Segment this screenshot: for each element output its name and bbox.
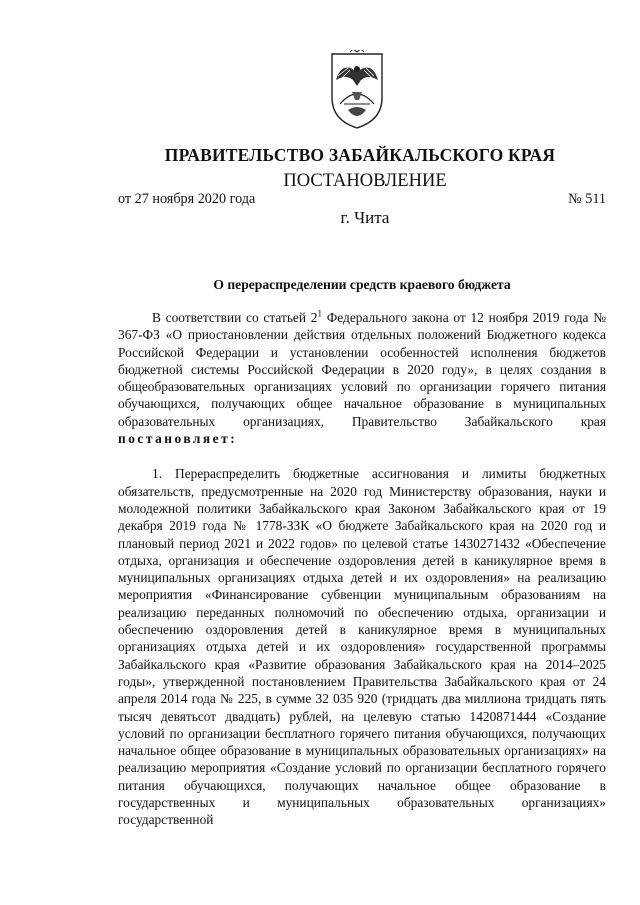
document-number: № 511 <box>568 191 606 207</box>
document-body <box>118 309 606 829</box>
clause-1-paragraph: 1. Перераспределить бюджетные ассигнования и лимиты бюджетных обязательств, предусмотренные на 2020 год Министерству образования, науки и молодежной политики Забайкальского края Законом Забайкальского края от 19 декабря 2019 года № 1778-ЗЗК «О бюджете Забайкальского края на 2020 год и плановый период 2021 и 2022 годов» по целевой статье 1430271432 «Обеспечение отдыха, организация и обеспечение оздоровления детей в каникулярное время в муниципальных организациях отдыха детей и их оздоровления» на реализацию мероприятия «Финансирование субвенции муниципальным образованиям на реализацию переданных полномочий по обеспечению отдыха, организации и обеспечению оздоровления детей в каникулярное время в муниципальных организациях отдыха детей и их оздоровления» государственной программы Забайкальского края «Развитие образования Забайкальского края на 2014–2025 годы», утвержденной постановлением Правительства Забайкальского края от 24 апреля 2014 года № 225, в сумме 32 035 920 (тридцать два миллиона тридцать пять тысяч девятьсот двадцать) рублей, на целевую статью 1420871444 «Создание условий по организации бесплатного горячего питания обучающихся, получающих начальное общее образование в муниципальных образовательных организациях» на реализацию мероприятия «Создание условий по организации бесплатного горячего питания обучающихся, получающих начальное общее образование в государственных и муниципальных образовательных организациях» государственной <box>118 466 606 828</box>
document-type: ПОСТАНОВЛЕНИЕ <box>283 171 447 191</box>
document-date: от 27 ноября 2020 года <box>118 191 256 207</box>
document-title: О перераспределении средств краевого бюджета <box>213 277 511 292</box>
decree-colon: : <box>230 431 238 447</box>
decree-word: постановляет <box>118 431 231 447</box>
authority-name: ПРАВИТЕЛЬСТВО ЗАБАЙКАЛЬСКОГО КРАЯ <box>164 145 556 165</box>
preamble-paragraph <box>118 309 606 447</box>
article-superscript: 1 <box>317 308 322 319</box>
preamble-part1: В соответствии со статьей 2 <box>152 310 318 325</box>
preamble-part2: Федерального закона от 12 ноября 2019 года № 367-ФЗ «О приостановлении действия отдельных положений Бюджетного кодекса Российской Федерации и установлении особенностей исполнения бюджетов бюджетной системы Российской Федерации в 2020 году», в целях создания в общеобразовательных организациях условий по организации горячего питания обучающихся, получающих общее начальное образование в муниципальных образовательных организациях, Правительство Забайкальского края <box>118 310 606 429</box>
coat-of-arms-icon <box>328 50 386 130</box>
document-city: г. Чита <box>340 208 390 227</box>
